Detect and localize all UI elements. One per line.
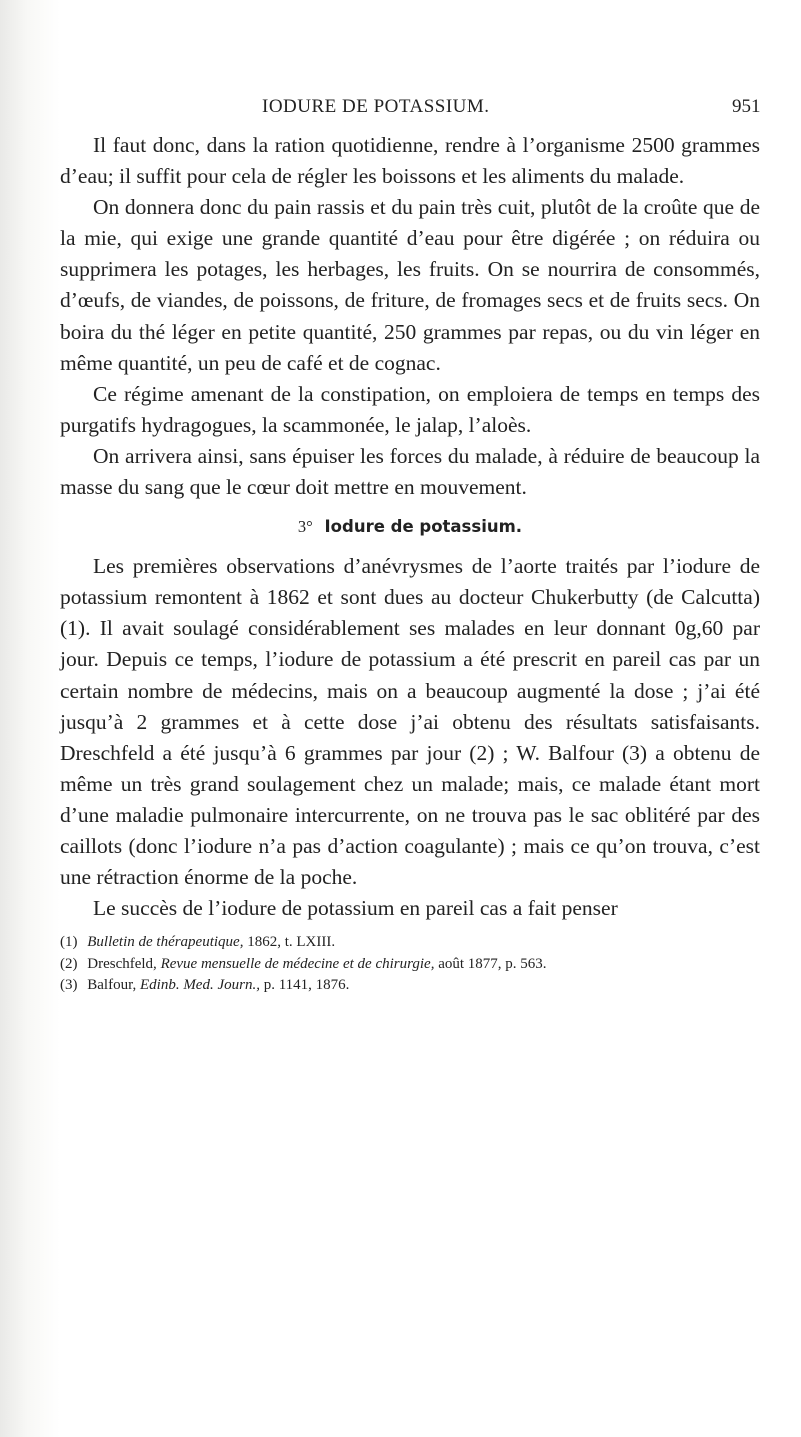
- section-number: 3°: [297, 517, 313, 537]
- paragraph: Il faut donc, dans la ration quotidienne, rendre à l’organisme 2500 grammes d’eau; il suffit pour cela de régler les boissons et les aliments du malade.: [60, 133, 760, 189]
- footnote-source: Bulletin de thérapeutique,: [87, 934, 244, 951]
- page-body: [60, 130, 760, 997]
- footnote: [60, 975, 760, 997]
- footnote: [60, 954, 760, 976]
- footnote-ref: (3): [60, 977, 78, 994]
- footnote-source: Edinb. Med. Journ.,: [139, 977, 260, 994]
- paragraph: On arrivera ainsi, sans épuiser les forces du malade, à réduire de beaucoup la masse du sang que le cœur doit mettre en mouvement.: [60, 443, 760, 500]
- footnote-detail: p. 1141, 1876.: [263, 977, 350, 994]
- paragraph: Ce régime amenant de la constipation, on emploiera de temps en temps des purgatifs hydragogues, la scammonée, le jalap, l’aloès.: [60, 381, 760, 437]
- footnote-source: Revue mensuelle de médecine et de chirurgie,: [160, 955, 435, 972]
- section-title: Iodure de potassium.: [324, 517, 523, 537]
- footnote-ref: (1): [60, 934, 78, 951]
- paragraph: Les premières observations d’anévrysmes de l’aorte traités par l’iodure de potassium remontent à 1862 et sont dues au docteur Chukerbutty (de Calcutta) (1). Il avait soulagé considérablement ses malades en leur donnant 0g,60 par jour. Depuis ce temps, l’iodure de potassium a été prescrit en pareil cas par un certain nombre de médecins, mais on a beaucoup augmenté la dose ; j’ai été jusqu’à 2 grammes et à cette dose j’ai obtenu des résultats satisfaisants. Dreschfeld a été jusqu’à 6 grammes par jour (2) ; W. Balfour (3) a obtenu de même un très grand soulagement chez un malade; mais, ce malade étant mort d’une maladie pulmonaire intercurrente, on ne trouva pas le sac oblitéré par des caillots (donc l’iodure n’a pas d’action coagulante) ; mais ce qu’on trouva, c’est une rétraction énorme de la poche.: [60, 554, 760, 890]
- footnote-ref: (2): [60, 955, 78, 972]
- footnote-author: Dreschfeld,: [87, 955, 157, 972]
- footnote-author: Balfour,: [87, 977, 137, 994]
- running-title: IODURE DE POTASSIUM.: [262, 96, 490, 117]
- footnotes: [60, 932, 760, 997]
- paragraph: On donnera donc du pain rassis et du pain très cuit, plutôt de la croûte que de la mie, qui exige une grande quantité d’eau pour être digérée ; on réduira ou supprimera les potages, les herbages, les fruits. On se nourrira de consommés, d’œufs, de viandes, de poissons, de friture, de fromages secs et de fruits secs. On boira du thé léger en petite quantité, 250 grammes par repas, ou du vin léger en même quantité, un peu de café et de cognac.: [60, 195, 760, 375]
- page-header: [0, 96, 801, 122]
- page-number: 951: [732, 96, 761, 117]
- section-heading: [60, 515, 760, 539]
- footnote: [60, 932, 760, 954]
- footnote-detail: août 1877, p. 563.: [438, 955, 547, 972]
- footnote-detail: 1862, t. LXIII.: [247, 934, 336, 951]
- paragraph: Le succès de l’iodure de potassium en pareil cas a fait penser: [93, 896, 618, 921]
